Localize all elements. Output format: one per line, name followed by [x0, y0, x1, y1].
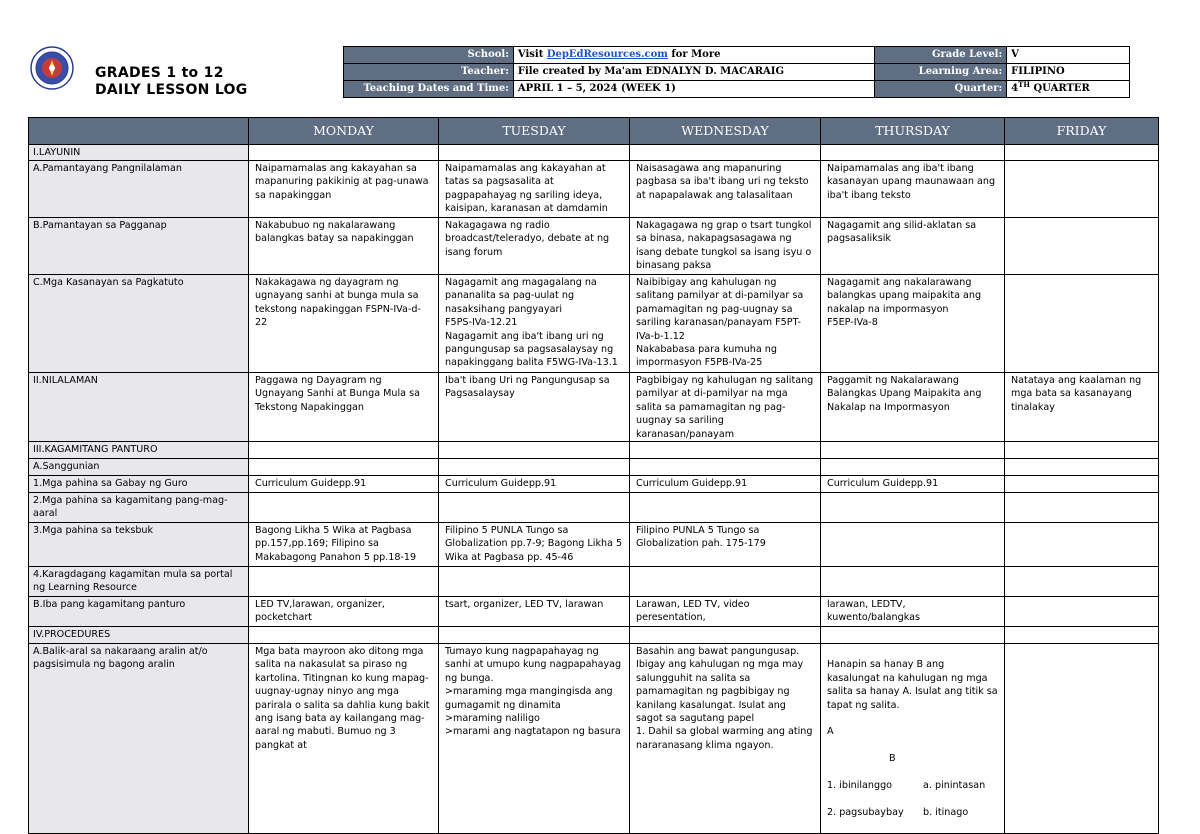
- day-cell: [821, 627, 1005, 644]
- day-cell: [1005, 567, 1159, 597]
- day-cell: [249, 627, 439, 644]
- day-cell: [630, 442, 821, 459]
- day-cell: tsart, organizer, LED TV, larawan: [439, 597, 630, 627]
- match-col-b-heading: B: [889, 753, 896, 765]
- day-header-row: [29, 118, 1159, 145]
- day-cell: [1005, 597, 1159, 627]
- day-header: MONDAY: [249, 118, 439, 145]
- day-cell: Curriculum Guidepp.91: [630, 476, 821, 493]
- day-header: THURSDAY: [821, 118, 1005, 145]
- day-cell: Natataya ang kaalaman ng mga bata sa kasanayang tinalakay: [1005, 373, 1159, 442]
- teaching-dates-label: Teaching Dates and Time:: [344, 81, 514, 98]
- day-cell: [1005, 627, 1159, 644]
- day-cell: Naipamamalas ang kakayahan sa mapanuring pakikinig at pag-unawa sa napakinggan: [249, 161, 439, 218]
- day-cell: [439, 145, 630, 161]
- deped-seal-logo: [30, 46, 74, 90]
- day-cell: Curriculum Guidepp.91: [821, 476, 1005, 493]
- day-cell: [439, 459, 630, 476]
- table-row: [29, 523, 1159, 567]
- depedresources-link[interactable]: DepEdResources.com: [546, 49, 668, 60]
- cell-text: Mga bata mayroon ako ditong mga salita na nakasulat sa piraso ng kartolina. Titingnan ko kung mapag-uugnay-ugnay ninyo ang mga parirala o salita sa dahlia kung bakit ang isang bata ay kailangang mag-aaral ng mabuti. Bumuo ng 3 pangkat at: [255, 646, 430, 751]
- quarter-suffix: TH: [1018, 80, 1030, 89]
- row-label: 1.Mga pahina sa Gabay ng Guro: [29, 476, 249, 493]
- teacher-label: Teacher:: [344, 64, 514, 81]
- day-cell: [439, 442, 630, 459]
- table-row: [29, 476, 1159, 493]
- day-cell: [249, 459, 439, 476]
- day-cell: larawan, LEDTV, kuwento/balangkas: [821, 597, 1005, 627]
- table-row: [29, 442, 1159, 459]
- day-cell: [821, 567, 1005, 597]
- day-cell: [821, 523, 1005, 567]
- day-cell: [821, 459, 1005, 476]
- school-label: School:: [344, 47, 514, 64]
- teaching-dates-value: APRIL 1 – 5, 2024 (WEEK 1): [513, 81, 875, 98]
- match-item-b: a. pinintasan: [923, 780, 986, 792]
- table-row: [29, 567, 1159, 597]
- day-cell: [249, 567, 439, 597]
- match-col-a-heading: A: [827, 726, 834, 738]
- title-line-1: GRADES 1 to 12: [95, 65, 224, 81]
- table-row: [29, 275, 1159, 373]
- teacher-value: File created by Ma'am EDNALYN D. MACARAIG: [513, 64, 875, 81]
- day-cell: Curriculum Guidepp.91: [249, 476, 439, 493]
- day-cell: Pagbibigay ng kahulugan ng salitang pamilyar at di-pamilyar na mga salita sa pamamagitan ng pag-uugnay sa sariling karanasan/panayam: [630, 373, 821, 442]
- school-suffix: for More: [667, 49, 721, 60]
- day-cell: Nagagamit ang nakalarawang balangkas upang maipakita ang nakalap na impormasyon F5EP-IVa-8: [821, 275, 1005, 373]
- day-header: WEDNESDAY: [630, 118, 821, 145]
- day-cell: [1005, 523, 1159, 567]
- day-cell: [821, 145, 1005, 161]
- day-cell: Paggawa ng Dayagram ng Ugnayang Sanhi at Bunga Mula sa Tekstong Napakinggan: [249, 373, 439, 442]
- day-cell: [1005, 476, 1159, 493]
- day-cell: [1005, 459, 1159, 476]
- row-label: B.Iba pang kagamitang panturo: [29, 597, 249, 627]
- table-row: [29, 218, 1159, 275]
- day-cell: Paggamit ng Nakalarawang Balangkas Upang Maipakita ang Nakalap na Impormasyon: [821, 373, 1005, 442]
- row-label: III.KAGAMITANG PANTURO: [29, 442, 249, 459]
- day-cell: Nagagamit ang silid-aklatan sa pagsasaliksik: [821, 218, 1005, 275]
- day-cell: [630, 493, 821, 523]
- day-cell: [439, 627, 630, 644]
- day-cell: [1005, 442, 1159, 459]
- row-label: C.Mga Kasanayan sa Pagkatuto: [29, 275, 249, 373]
- day-header: TUESDAY: [439, 118, 630, 145]
- day-cell: Naisasagawa ang mapanuring pagbasa sa iba't ibang uri ng teksto at napapalawak ang talasalitaan: [630, 161, 821, 218]
- row-label: B.Pamantayan sa Pagganap: [29, 218, 249, 275]
- row-label: A.Balik-aral sa nakaraang aralin at/o pagsisimula ng bagong aralin: [29, 644, 249, 834]
- day-cell: [439, 567, 630, 597]
- day-cell: [630, 145, 821, 161]
- day-header: FRIDAY: [1005, 118, 1159, 145]
- day-cell: Filipino PUNLA 5 Tungo sa Globalization pah. 175-179: [630, 523, 821, 567]
- grade-level-value: V: [1007, 47, 1130, 64]
- school-prefix: Visit: [517, 49, 547, 60]
- day-cell: [1005, 493, 1159, 523]
- day-cell: [630, 567, 821, 597]
- cell-text: Tumayo kung nagpapahayag ng sanhi at umupo kung nagpapahayag ng bunga. >maraming mga mangingisda ang gumagamit ng dinamita >maraming naliligo >marami ang nagtatapon ng basura: [445, 646, 622, 738]
- table-row: [29, 373, 1159, 442]
- row-label: 4.Karagdagang kagamitan mula sa portal ng Learning Resource: [29, 567, 249, 597]
- day-cell: [1005, 145, 1159, 161]
- table-row: [29, 644, 1159, 834]
- day-cell: [439, 644, 630, 834]
- row-label: I.LAYUNIN: [29, 145, 249, 161]
- row-label: A.Sanggunian: [29, 459, 249, 476]
- match-item-a: 2. pagsubaybay: [827, 806, 904, 818]
- day-cell: [1005, 218, 1159, 275]
- page-title: [95, 65, 248, 99]
- day-cell: Nakagagawa ng grap o tsart tungkol sa binasa, nakapagsasagawa ng isang debate tungkol sa isang isyu o binasang paksa: [630, 218, 821, 275]
- day-cell: Naibibigay ang kahulugan ng salitang pamilyar at di-pamilyar sa pamamagitan ng pag-uugnay sa sariling karanasan/panayam F5PT-IVa-b-1.12 Nakababasa para kumuha ng impormasyon F5PB-IVa-25: [630, 275, 821, 373]
- day-cell: [1005, 275, 1159, 373]
- day-cell: Iba't ibang Uri ng Pangungusap sa Pagsasalaysay: [439, 373, 630, 442]
- day-cell: Larawan, LED TV, video peresentation,: [630, 597, 821, 627]
- match-item-b: b. itinago: [923, 806, 969, 818]
- day-cell: Nakabubuo ng nakalarawang balangkas batay sa napakinggan: [249, 218, 439, 275]
- day-cell: [249, 145, 439, 161]
- day-cell: [630, 627, 821, 644]
- day-cell: [1005, 161, 1159, 218]
- match-item-a: 1. ibinilanggo: [827, 780, 893, 792]
- table-row: [29, 627, 1159, 644]
- day-cell: Curriculum Guidepp.91: [439, 476, 630, 493]
- day-cell: [1005, 644, 1159, 834]
- day-cell: Naipamamalas ang iba't ibang kasanayan upang maunawaan ang iba't ibang teksto: [821, 161, 1005, 218]
- quarter-value: [1007, 81, 1130, 98]
- corner-cell: [29, 118, 249, 145]
- day-cell: Naipamamalas ang kakayahan at tatas sa pagsasalita at pagpapahayag ng sariling ideya, kaisipan, karanasan at damdamin: [439, 161, 630, 218]
- day-cell: [821, 442, 1005, 459]
- day-cell: Filipino 5 PUNLA Tungo sa Globalization pp.7-9; Bagong Likha 5 Wika at Pagbasa pp. 45-46: [439, 523, 630, 567]
- day-cell: [630, 644, 821, 834]
- day-cell: [630, 459, 821, 476]
- row-label: 3.Mga pahina sa teksbuk: [29, 523, 249, 567]
- day-cell: Nagagamit ang magagalang na pananalita sa pag-uulat ng nasaksihang pangyayari F5PS-IVa-12.21 Nagagamit ang iba't ibang uri ng pangungusap sa pagsasalaysay ng napakinggang balita F5WG-IVa-13.1: [439, 275, 630, 373]
- day-cell: [249, 493, 439, 523]
- day-cell: [249, 442, 439, 459]
- day-cell: Nakakagawa ng dayagram ng ugnayang sanhi at bunga mula sa tekstong napakinggan FSPN-IVa-d-22: [249, 275, 439, 373]
- table-row: [29, 459, 1159, 476]
- day-cell: [249, 644, 439, 834]
- quarter-label: Quarter:: [875, 81, 1007, 98]
- day-cell: [439, 493, 630, 523]
- lesson-log-table: [28, 117, 1159, 834]
- row-label: A.Pamantayang Pangnilalaman: [29, 161, 249, 218]
- title-line-2: DAILY LESSON LOG: [95, 82, 248, 98]
- quarter-word: QUARTER: [1029, 83, 1090, 94]
- table-row: [29, 493, 1159, 523]
- learning-area-value: FILIPINO: [1007, 64, 1130, 81]
- match-item: [827, 779, 998, 792]
- day-cell: [821, 644, 1005, 834]
- row-label: II.NILALAMAN: [29, 373, 249, 442]
- header-info-table: [343, 46, 1130, 98]
- table-row: [29, 145, 1159, 161]
- row-label: IV.PROCEDURES: [29, 627, 249, 644]
- day-cell: [821, 493, 1005, 523]
- cell-text: Basahin ang bawat pangungusap. Ibigay ang kahulugan ng mga may salungguhit na salita sa pamamagitan ng pagbibigay ng kanilang kasalungat. Isulat ang sagot sa sagutang papel 1. Dahil sa global warming ang ating nararanasang klima ngayon.: [636, 646, 813, 751]
- grade-level-label: Grade Level:: [875, 47, 1007, 64]
- day-cell: Nakagagawa ng radio broadcast/teleradyo, debate at ng isang forum: [439, 218, 630, 275]
- quarter-number: 4: [1011, 83, 1019, 94]
- match-item: [827, 806, 998, 819]
- row-label: 2.Mga pahina sa kagamitang pang-mag-aaral: [29, 493, 249, 523]
- learning-area-label: Learning Area:: [875, 64, 1007, 81]
- table-row: [29, 597, 1159, 627]
- day-cell: LED TV,larawan, organizer, pocketchart: [249, 597, 439, 627]
- cell-text: Hanapin sa hanay B ang kasalungat na kahulugan ng mga salita sa hanay A. Isulat ang titik sa tapat ng salita.: [827, 659, 998, 711]
- day-cell: Bagong Likha 5 Wika at Pagbasa pp.157,pp.169; Filipino sa Makabagong Panahon 5 pp.18-19: [249, 523, 439, 567]
- school-value: [513, 47, 875, 64]
- table-row: [29, 161, 1159, 218]
